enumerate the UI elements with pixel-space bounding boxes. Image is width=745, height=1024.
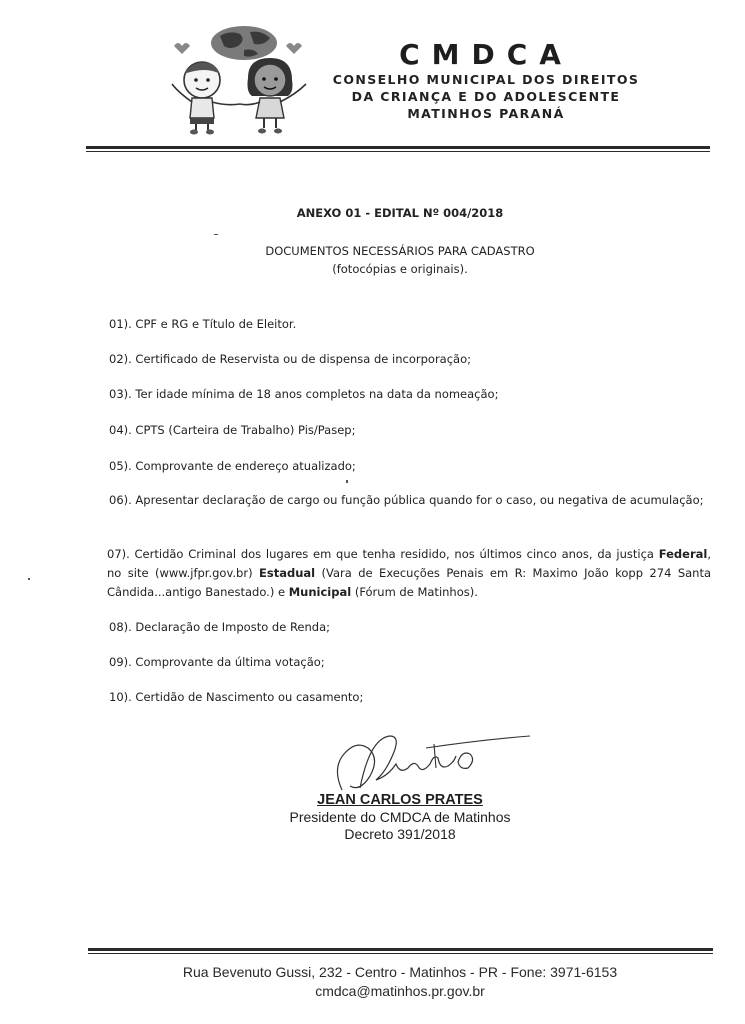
list-item-04: 04). CPTS (Carteira de Trabalho) Pis/Pasep;: [109, 423, 356, 437]
footer-divider-thin: [88, 953, 713, 954]
cmdca-logo: [160, 22, 330, 137]
girl-figure: [240, 58, 306, 134]
document-subtitle: [210, 242, 590, 278]
footer-divider: [88, 948, 713, 951]
signer-decree: Decreto 391/2018: [344, 826, 456, 842]
org-name-line-1: CONSELHO MUNICIPAL DOS DIREITOS: [332, 72, 640, 87]
header-divider-thin: [86, 151, 710, 152]
item-07-municipal: Municipal: [288, 585, 352, 599]
list-item-07: [107, 545, 711, 602]
list-item-02: 02). Certificado de Reservista ou de dispensa de incorporação;: [109, 352, 471, 366]
signer-role: Presidente do CMDCA de Matinhos: [289, 809, 511, 825]
list-item-01: 01). CPF e RG e Título de Eleitor.: [109, 317, 297, 331]
list-item-06: 06). Apresentar declaração de cargo ou função pública quando for o caso, ou negativa de acumulação;: [109, 493, 704, 507]
list-item-05: 05). Comprovante de endereço atualizado;: [109, 459, 356, 473]
boy-figure: [172, 62, 240, 135]
globe-icon: [211, 26, 277, 60]
list-item-03: 03). Ter idade mínima de 18 anos completos na data da nomeação;: [109, 387, 499, 401]
handwritten-signature: [330, 728, 540, 798]
org-name-line-2: DA CRIANÇA E DO ADOLESCENTE: [351, 89, 621, 104]
item-07-text-4: (Fórum de Matinhos).: [351, 585, 478, 599]
document-title: ANEXO 01 - EDITAL Nº 004/2018: [296, 206, 504, 220]
item-07-text-3: (Vara de Execuções Penais em R: Maximo João kopp 274 Santa Cândida...antigo Banestado.) e: [107, 566, 712, 599]
item-07-text-2: , no site (www.jfpr.gov.br): [107, 547, 711, 580]
list-item-10: 10). Certidão de Nascimento ou casamento;: [109, 690, 364, 704]
item-07-text-1: 07). Certidão Criminal dos lugares em que tenha residido, nos últimos cinco anos, da justiça: [107, 547, 659, 561]
org-location: MATINHOS PARANÁ: [407, 106, 565, 121]
subtitle-line-2: (fotocópias e originais).: [332, 262, 468, 276]
scan-speck: [214, 234, 218, 235]
org-acronym: CMDCA: [399, 38, 573, 71]
item-07-federal: Federal: [658, 547, 708, 561]
item-07-estadual: Estadual: [259, 566, 316, 580]
list-item-08: 08). Declaração de Imposto de Renda;: [109, 620, 331, 634]
scan-speck: [346, 480, 348, 483]
subtitle-line-1: DOCUMENTOS NECESSÁRIOS PARA CADASTRO: [265, 244, 535, 258]
footer-email: cmdca@matinhos.pr.gov.br: [315, 983, 485, 999]
footer-address: Rua Bevenuto Gussi, 232 - Centro - Matinhos - PR - Fone: 3971-6153: [182, 964, 618, 980]
list-item-09: 09). Comprovante da última votação;: [109, 655, 325, 669]
header-divider: [86, 146, 710, 149]
signer-name: JEAN CARLOS PRATES: [317, 792, 483, 808]
scan-speck: [28, 578, 30, 580]
